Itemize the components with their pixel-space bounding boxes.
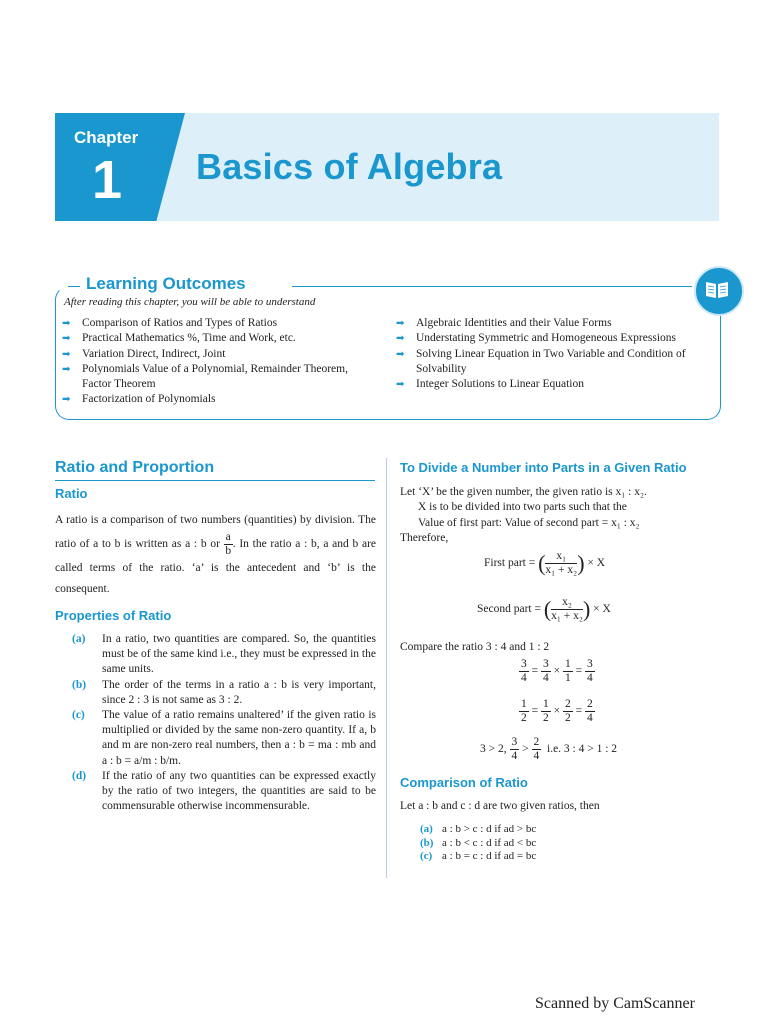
properties-list [72,632,376,814]
text-line: Therefore, [400,532,449,544]
comparison-list [420,823,536,864]
chapter-number: 1 [92,150,123,210]
subsection-heading: Ratio [55,486,88,501]
section-heading: Ratio and Proportion [55,459,215,476]
list-item: ➡ Polynomials Value of a Polynomial, Remainder Theorem, Factor Theorem [62,362,362,393]
column-divider [386,458,387,878]
list-item: ➡ Integer Solutions to Linear Equation [396,377,696,392]
text-line: Let ‘X’ be the given number, the given ratio is x₁ : x₂. [400,486,647,498]
equation: 3 > 2, $\frac{3}{4}$ > $\frac{2}{4}$ i.e. 3 : 4 > 1 : 2 [480,736,618,762]
text-line: X is to be divided into two parts such that the [418,501,627,513]
equation: $\frac{3}{4}$ = $\frac{3}{4}$ × $\frac{1}{1}$ = $\frac{3}{4}$ [521,658,593,684]
text-line: Value of first part: Value of second part = x₁ : x₂ [418,517,640,529]
outcomes-left-list [62,316,362,408]
list-item: ➡ Algebraic Identities and their Value Forms [396,316,696,331]
text-line: Compare the ratio 3 : 4 and 1 : 2 [400,641,550,653]
section-heading: To Divide a Number into Parts in a Given Ratio [400,460,687,475]
list-item: (d) If the ratio of any two quantities can be expressed exactly by the ratio of two integers, the quantities are said to be commensurable otherwise incommensurable. [72,769,376,813]
scanner-footer: Scanned by CamScanner [535,995,695,1012]
ratio-text: A ratio is a comparison of two numbers (quantities) by division. The ratio of a to b is written as a : b or [55,514,376,551]
list-item: (a) a : b > c : d if ad > bc [420,823,537,835]
fraction: $\frac{a}{b}$ [225,531,232,557]
subsection-heading: Properties of Ratio [55,608,172,623]
first-part-formula: First part = ( $\frac{\text{x₁}}{\text{x₁ + x₂}}$ ) × X [484,550,606,576]
ratio-text: . In the ratio a : b, a and b are called terms of the ratio. ‘a’ is the antecedent and ‘b’ is the consequent. [55,538,377,595]
learning-outcomes-intro: After reading this chapter, you will be able to understand [64,296,316,308]
list-item: (c) The value of a ratio remains unaltered’ if the given ratio is multiplied or divided by the same non-zero quantity. If a, b and m are non-zero real numbers, then a : b = ma : mb and a : b = a/m : b/m. [72,709,376,767]
ratio-definition [55,510,376,600]
outcomes-right-list [396,316,696,392]
list-item: (a) In a ratio, two quantities are compared. So, the quantities must be of the same kind i.e., they must be expressed in the same units. [72,633,376,676]
list-item: (b) a : b < c : d if ad < bc [420,836,537,849]
list-item: ➡ Practical Mathematics %, Time and Work, etc. [62,331,362,346]
list-item: ➡ Understating Symmetric and Homogeneous Expressions [396,331,696,346]
chapter-title: Basics of Algebra [196,146,503,187]
second-part-formula: Second part = ( $\frac{\text{x₂}}{\text{x₁ + x₂}}$ ) × X [477,596,611,622]
box-top-rule [68,286,80,287]
list-item: (b) The order of the terms in a ratio a : b is very important, since 2 : 3 is not same as 3 : 2. [72,678,376,706]
list-item: ➡ Solving Linear Equation in Two Variable and Condition of Solvability [396,347,696,378]
equation: $\frac{1}{2}$ = $\frac{1}{2}$ × $\frac{2}{2}$ = $\frac{2}{4}$ [521,698,593,724]
book-icon [694,266,744,316]
text-line: Let a : b and c : d are two given ratios, then [400,800,600,812]
subsection-heading: Comparison of Ratio [400,775,528,790]
chapter-label: Chapter [74,128,139,147]
list-item: ➡ Comparison of Ratios and Types of Ratios [62,316,362,331]
list-item: ➡ Variation Direct, Indirect, Joint [62,347,362,362]
section-rule [55,480,375,481]
box-top-rule [292,286,692,287]
learning-outcomes-title: Learning Outcomes [86,274,246,293]
list-item: (c) a : b = c : d if ad = bc [420,850,537,862]
list-item: ➡ Factorization of Polynomials [62,392,362,407]
